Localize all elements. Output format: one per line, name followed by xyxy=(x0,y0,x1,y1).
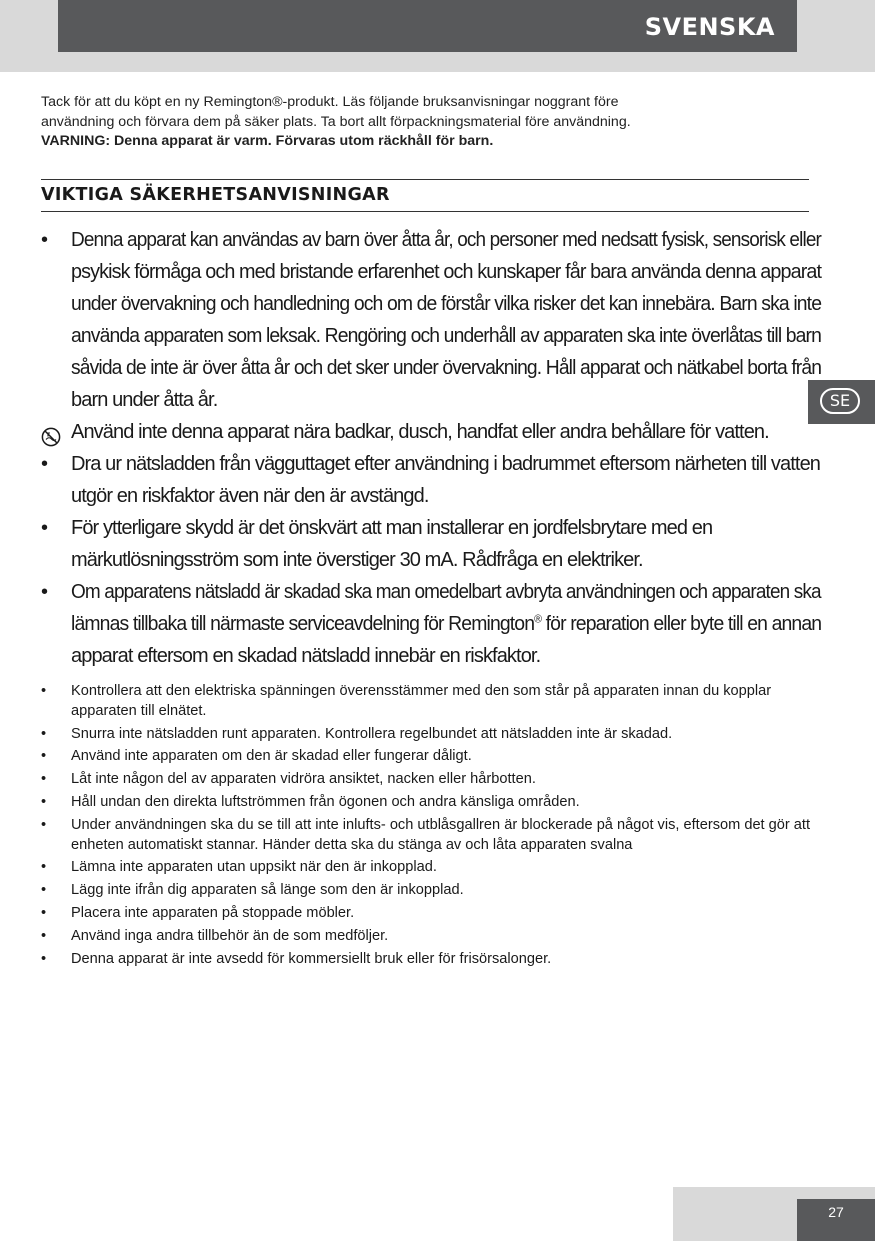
safety-list-small xyxy=(41,682,821,972)
list-item xyxy=(41,950,821,970)
list-item-text: Håll undan den direkta luftströmmen från ögonen och andra känsliga områden. xyxy=(71,793,580,810)
list-item xyxy=(41,682,821,722)
bullet: • xyxy=(41,793,47,810)
list-item xyxy=(41,770,821,790)
bullet: • xyxy=(41,453,49,475)
list-item-text: Kontrollera att den elektriska spänningen överensstämmer med den som står på apparaten innan du kopplar apparaten till elnätet. xyxy=(71,683,772,719)
list-line: Använd inte denna apparat nära badkar, dusch, handfat eller andra behållare för vatten. xyxy=(71,421,769,443)
intro-text xyxy=(41,93,811,152)
list-item-text: Denna apparat är inte avsedd för kommersiellt bruk eller för frisörsalonger. xyxy=(71,950,552,967)
intro-line: Tack för att du köpt en ny Remington®-produkt. Läs följande bruksanvisningar noggrant före xyxy=(41,94,619,110)
list-line: Denna apparat kan användas av barn över åtta år, och personer med nedsatt fysisk, sensorisk eller xyxy=(71,229,822,251)
list-item-text: Under användningen ska du se till att inte inlufts- och utblåsgallren är blockerade på något vis, eftersom det gör att enheten automatiskt stannar. Händer detta ska du stänga av och låta apparaten svalna xyxy=(71,816,811,853)
list-line: barn under åtta år. xyxy=(71,389,218,411)
list-line: utgör en riskfaktor även när den är avstängd. xyxy=(71,485,429,507)
list-line: Om apparatens nätsladd är skadad ska man omedelbart avbryta användningen och apparaten ska xyxy=(71,581,821,603)
bullet: • xyxy=(41,950,47,967)
bullet: • xyxy=(41,581,49,603)
bullet: • xyxy=(41,229,49,251)
bullet: • xyxy=(41,517,49,539)
list-item xyxy=(41,881,821,901)
list-line: apparat eftersom en skadad nätsladd innebär en riskfaktor. xyxy=(71,645,541,667)
list-item xyxy=(41,793,821,813)
list-item-text: Låt inte någon del av apparaten vidröra ansiktet, nacken eller hårbotten. xyxy=(71,771,536,788)
language-code-badge: SE xyxy=(820,388,860,414)
list-item xyxy=(41,858,821,878)
warning-text: VARNING: Denna apparat är varm. Förvaras utom räckhåll för barn. xyxy=(41,133,494,149)
text-run: lämnas tillbaka till närmaste serviceavdelning för Remington xyxy=(71,613,535,635)
list-line: under övervakning och handledning och om de förstår vilka risker det kan innebära. Barn ska inte xyxy=(71,293,822,315)
list-item-text: Lägg inte ifrån dig apparaten så länge som den är inkopplad. xyxy=(71,882,464,899)
registered-mark: ® xyxy=(534,613,542,626)
list-line: använda apparaten som leksak. Rengöring och underhåll av apparaten ska inte överlåtas till barn xyxy=(71,325,822,347)
list-line: För ytterligare skydd är det önskvärt att man installerar en jordfelsbrytare med en xyxy=(71,517,713,539)
bullet: • xyxy=(41,748,47,765)
language-header: SVENSKA xyxy=(58,0,797,52)
list-item xyxy=(41,904,821,924)
text-run: för reparation eller byte till en annan xyxy=(541,613,822,635)
bullet: • xyxy=(41,725,47,742)
list-item xyxy=(41,416,821,448)
list-item xyxy=(41,224,821,416)
list-line: Dra ur nätsladden från vägguttaget efter användning i badrummet eftersom närheten till vatten xyxy=(71,453,821,475)
list-item xyxy=(41,927,821,947)
bullet: • xyxy=(41,904,47,921)
bullet: • xyxy=(41,816,47,833)
list-item-text: Snurra inte nätsladden runt apparaten. Kontrollera regelbundet att nätsladden inte är skadad. xyxy=(71,725,673,742)
list-line: psykisk förmåga och med bristande erfarenhet och kunskaper får bara använda denna apparat xyxy=(71,261,822,283)
list-item xyxy=(41,576,821,672)
list-item-text: Lämna inte apparaten utan uppsikt när den är inkopplad. xyxy=(71,859,437,876)
list-item-text: Använd inte apparaten om den är skadad eller fungerar dåligt. xyxy=(71,748,472,765)
list-item xyxy=(41,512,821,576)
bullet: • xyxy=(41,859,47,876)
bullet: • xyxy=(41,882,47,899)
intro-line: användning och förvara dem på säker plats. Ta bort allt förpackningsmaterial före användning. xyxy=(41,113,631,130)
list-line: märkutlösningsström som inte överstiger 30 mA. Rådfråga en elektriker. xyxy=(71,549,643,571)
list-item xyxy=(41,448,821,512)
bullet: • xyxy=(41,683,47,699)
bullet: • xyxy=(41,771,47,788)
section-title: VIKTIGA SÄKERHETSANVISNINGAR xyxy=(41,179,809,212)
list-item xyxy=(41,747,821,767)
list-line: såvida de inte är över åtta år och det sker under övervakning. Håll apparat och nätkabel borta från xyxy=(71,357,822,379)
page-number: 27 xyxy=(797,1199,875,1241)
list-item-text: Placera inte apparaten på stoppade möbler. xyxy=(71,904,355,921)
list-item xyxy=(41,725,821,745)
list-item-text: Använd inga andra tillbehör än de som medföljer. xyxy=(71,927,389,944)
language-tab xyxy=(808,380,875,424)
list-line xyxy=(71,608,822,640)
safety-list-large xyxy=(41,224,821,672)
list-item xyxy=(41,816,821,856)
bullet: • xyxy=(41,927,47,944)
